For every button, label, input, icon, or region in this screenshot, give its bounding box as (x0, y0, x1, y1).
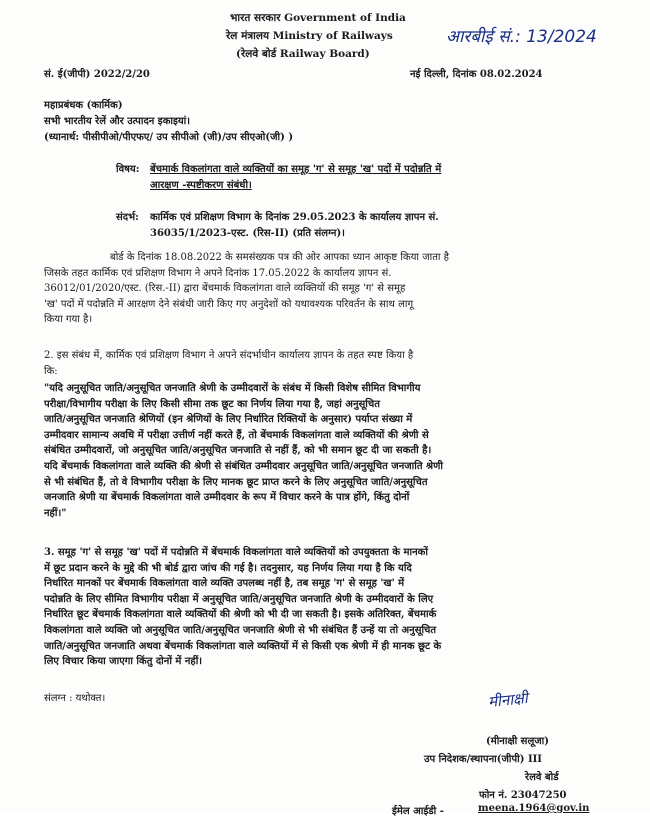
subject-line: बेंचमार्क विकलांगता वाले व्यक्तियों का समूह 'ग' से समूह 'ख' पदों में पदोन्नति में (150, 164, 442, 175)
addressee-line: सभी भारतीय रेलें और उत्पादन इकाइयां। (44, 116, 191, 127)
header-line-2: रेल मंत्रालय Ministry of Railways (226, 30, 393, 42)
letter-date: नई दिल्ली, दिनांक 08.02.2024 (410, 69, 543, 80)
signatory-name: (मीनाक्षी सलूजा) (486, 736, 549, 747)
paragraph-line: उम्मीदवार सामान्य अवधि में परीक्षा उत्तीर्ण नहीं करते हैं, तो बेंचमार्क विकलांगता वाले व्यक्तियों की श्रेणी से (44, 429, 429, 441)
paragraph-line: विकलांगता वाले व्यक्ति जो अनुसूचित जाति/अनुसूचित जनजाति श्रेणी से भी संबंधित हैं उन्हें या तो अनुसूचित (44, 624, 437, 636)
paragraph-line: लिए विचार किया जाएगा किंतु दोनों में नहीं। (44, 656, 203, 668)
handwritten-reference: आरबीई सं.: 13/2024 (446, 27, 597, 47)
paragraph-line: जिसके तहत कार्मिक एवं प्रशिक्षण विभाग ने अपने दिनांक 17.05.2022 के कार्यालय ज्ञापन सं. (44, 267, 392, 279)
paragraph-1 (44, 250, 584, 328)
email-label: ईमेल आईडी - (392, 806, 444, 817)
paragraph-line: पदोन्नति के लिए सीमित विभागीय परीक्षा में अनुसूचित जाति/अनुसूचित जनजाति श्रेणी के उम्मीदवारों के लिए (44, 593, 434, 605)
paragraph-line: निर्धारित मानकों पर बेंचमार्क विकलांगता वाले व्यक्ति उपलब्ध नहीं है, तब समूह 'ग' से समूह 'ख' में (44, 578, 405, 590)
paragraph-3 (44, 545, 584, 670)
paragraph-line: बोर्ड के दिनांक 18.08.2022 के समसंख्यक पत्र की ओर आपका ध्यान आकृष्ट किया जाता है (110, 252, 449, 263)
paragraph-line: 'ख' पदों में पदोन्नति में आरक्षण देने संबंधी जारी किए गए अनुदेशों को यथावश्यक परिवर्तन के साथ लागू (44, 298, 414, 310)
paragraph-line: "यदि अनुसूचित जाति/अनुसूचित जनजाति श्रेणी के उम्मीदवारों के संबंध में किसी विशेष सीमित विभागीय (44, 383, 421, 394)
signatory-phone: फोन नं. 23047250 (479, 790, 567, 801)
paragraph-line: 3. समूह 'ग' से समूह 'ख' पदों में पदोन्नति में बेंचमार्क विकलांगता वाले व्यक्तियों को उपयुक्तता के मानकों (44, 547, 428, 558)
paragraph-2-quote (44, 381, 584, 521)
addressee-line: (ध्यानार्थ: पीसीपीओ/पीएफए/ उप सीपीओ (जी)/उप सीएओ(जी) ) (44, 132, 294, 143)
paragraph-line: जाति/अनुसूचित जनजाति अथवा बेंचमार्क विकलांगता वाले व्यक्तियों में से किसी एक श्रेणी में ही मानक छूट के (44, 640, 442, 652)
paragraph-line: जनजाति श्रेणी या बेंचमार्क विकलांगता वाले उम्मीदवार के रूप में विचार करने के पात्र होंगे, किंतु दोनों (44, 492, 410, 504)
email-link[interactable]: meena.1964@gov.in (478, 803, 590, 814)
paragraph-line: नहीं।" (44, 507, 67, 519)
paragraph-line: कि: (44, 365, 58, 377)
enclosure-note: संलग्न : यथोक्त। (44, 693, 106, 704)
signature: मीनाक्षी (487, 688, 529, 712)
header-line-3: (रेलवे बोर्ड Railway Board) (236, 48, 370, 60)
paragraph-2-intro (44, 348, 584, 379)
subject-text (150, 162, 582, 193)
paragraph-line: परीक्षा/विभागीय परीक्षा के लिए किसी सीमा तक छूट का निर्णय लिया गया है, जहां अनुसूचित (44, 398, 380, 410)
paragraph-line: से भी संबंधित हैं, तो वे विभागीय परीक्षा के लिए मानक छूट प्राप्त करने के लिए अनुसूचित जाति/अनुसूचित (44, 476, 428, 488)
paragraph-line: यदि बेंचमार्क विकलांगता वाले व्यक्ति की श्रेणी से संबंधित उम्मीदवार अनुसूचित जाति/अनुसूचित जनजाति श्रेणी (44, 460, 443, 472)
paragraph-line: 36012/01/2020/एस्ट. (रिस.-II) द्वारा बेंचमार्क विकलांगता वाले व्यक्तियों की समूह 'ग' से समूह (44, 283, 406, 295)
paragraph-line: किया गया है। (44, 314, 93, 326)
reference-text (150, 210, 582, 241)
paragraph-line: निर्धारित छूट बेंचमार्क विकलांगता वाले व्यक्तियों की श्रेणी को भी दी जा सकती है। इसके अतिरिक्त, बेंचमार्क (44, 609, 437, 621)
letter-number: सं. ई(जीपी) 2022/2/20 (44, 69, 150, 80)
reference-line: 36035/1/2023-एस्ट. (रिस-II) (प्रति संलग्न)। (150, 227, 345, 239)
reference-line: कार्मिक एवं प्रशिक्षण विभाग के दिनांक 29.05.2023 के कार्यालय ज्ञापन सं. (150, 212, 439, 223)
paragraph-line: 2. इस संबंध में, कार्मिक एवं प्रशिक्षण विभाग ने अपने संदर्भाधीन कार्यालय ज्ञापन के तहत स्पष्ट किया है (44, 350, 414, 361)
paragraph-line: जाति/अनुसूचित जनजाति श्रेणियों (इन श्रेणियों के लिए निर्धारित रिक्तियों के अनुसार) पर्याप्त संख्या में (44, 414, 413, 426)
paragraph-line: संबंधित उम्मीदवारों, जो अनुसूचित जाति/अनुसूचित जनजाति से नहीं हैं, को भी समान छूट दी जा सकती है। (44, 445, 432, 457)
subject-label: विषय: (116, 164, 140, 175)
header-line-1: भारत सरकार Government of India (230, 12, 406, 24)
reference-label: संदर्भ: (116, 212, 139, 223)
signatory-designation: उप निदेशक/स्थापना(जीपी) III (424, 754, 542, 765)
subject-line: आरक्षण -स्पष्टीकरण संबंधी। (150, 179, 252, 191)
signatory-office: रेलवे बोर्ड (525, 772, 559, 783)
paragraph-line: में छूट प्रदान करने के मुद्दे की भी बोर्ड द्वारा जांच की गई है। तदनुसार, यह निर्णय लिया गया है कि यदि (44, 562, 412, 574)
addressee-line: महाप्रबंधक (कार्मिक) (44, 100, 123, 111)
